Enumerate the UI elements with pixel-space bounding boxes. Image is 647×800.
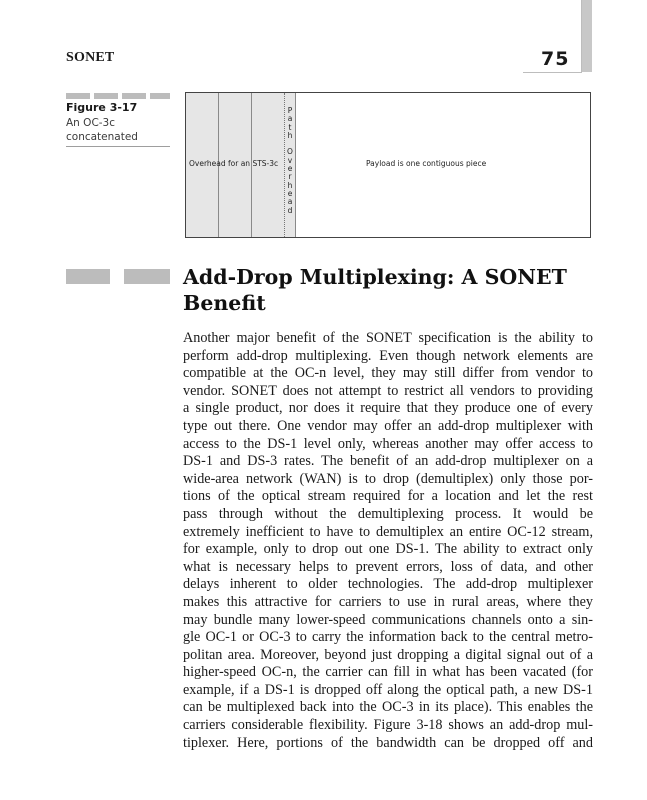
body-line: vendor. SONET does not attempt to restrict all vendors to providing	[183, 382, 593, 399]
running-head: SONET	[66, 50, 115, 65]
body-line: makes this attractive for carriers to use in rural areas, where they	[183, 593, 593, 610]
caption-bar	[122, 93, 146, 99]
section-title-line: Add-Drop Multiplexing: A SONET	[183, 265, 567, 289]
body-line: tions of the optical stream required for a location and let the rest	[183, 488, 593, 505]
figure-caption-line: concatenated	[66, 131, 138, 143]
thumb-tab	[582, 0, 592, 72]
caption-bar	[66, 93, 90, 99]
body-line: example, if a DS-1 is dropped off along the optical path, a new DS-1	[183, 681, 593, 698]
body-line: a single product, nor does it require that they produce one of every	[183, 400, 593, 417]
body-line: what is necessary helps to prevent errors, loss of data, and other	[183, 558, 593, 575]
body-line: for example, only to drop out one DS-1. The ability to extract only	[183, 541, 593, 558]
body-line: carriers considerable flexibility. Figure 3-18 shows an add-drop mul-	[183, 717, 593, 734]
body-paragraph	[183, 330, 593, 752]
overhead-label: Overhead for an STS-3c	[189, 159, 279, 168]
path-overhead-column	[285, 93, 296, 237]
caption-bar	[94, 93, 118, 99]
figure-caption-line: An OC-3c	[66, 117, 116, 129]
path-overhead-label: P a t h O v e r h e a d	[287, 106, 293, 215]
body-line: may bundle many lower-speed communications channels onto a sin-	[183, 611, 593, 628]
body-line: gle OC-1 or OC-3 to carry the information back to the central metro-	[183, 629, 593, 646]
section-bar	[124, 269, 170, 284]
caption-bar	[150, 93, 170, 99]
section-title-line: Benefit	[183, 291, 266, 315]
body-line: delays inherent to older technologies. The add-drop multiplexer	[183, 576, 593, 593]
body-line: access to the DS-1 level only, whereas another may offer access to	[183, 435, 593, 452]
figure-caption	[66, 116, 170, 144]
section-title	[183, 264, 583, 316]
figure-caption-rule	[66, 146, 170, 147]
sts3c-frame-diagram	[185, 92, 591, 238]
page-number: 75	[541, 48, 570, 70]
body-line: Another major benefit of the SONET specification is the ability to	[183, 330, 593, 346]
body-line: politan area. Moreover, beyond just dropping a digital signal out of a	[183, 646, 593, 663]
payload-label: Payload is one contiguous piece	[366, 159, 487, 168]
body-line: wide-area network (WAN) is to drop (demultiplex) only those por-	[183, 470, 593, 487]
body-line: pass through without the demultiplexing process. It would be	[183, 505, 593, 522]
section-bar	[66, 269, 110, 284]
body-line: DS-1 and DS-3 rates. The benefit of an add-drop multiplexer on a	[183, 453, 593, 470]
body-line: perform add-drop multiplexing. Even though network elements are	[183, 347, 593, 364]
body-line: compatible at the OC-n level, they may still differ from vendor to	[183, 365, 593, 382]
body-line: extremely inefficient to have to demultiplex an entire OC-12 stream,	[183, 523, 593, 540]
body-line: type out there. One vendor may offer an add-drop multiplexer with	[183, 417, 593, 434]
figure-label: Figure 3-17	[66, 101, 138, 114]
body-line: tiplexer. Here, portions of the bandwidth can be dropped off and	[183, 734, 593, 751]
body-line: higher-speed OC-n, the carrier can fill in what has been vacated (for	[183, 664, 593, 681]
body-line: can be multiplexed back into the OC-3 in its place). This enables the	[183, 699, 593, 716]
